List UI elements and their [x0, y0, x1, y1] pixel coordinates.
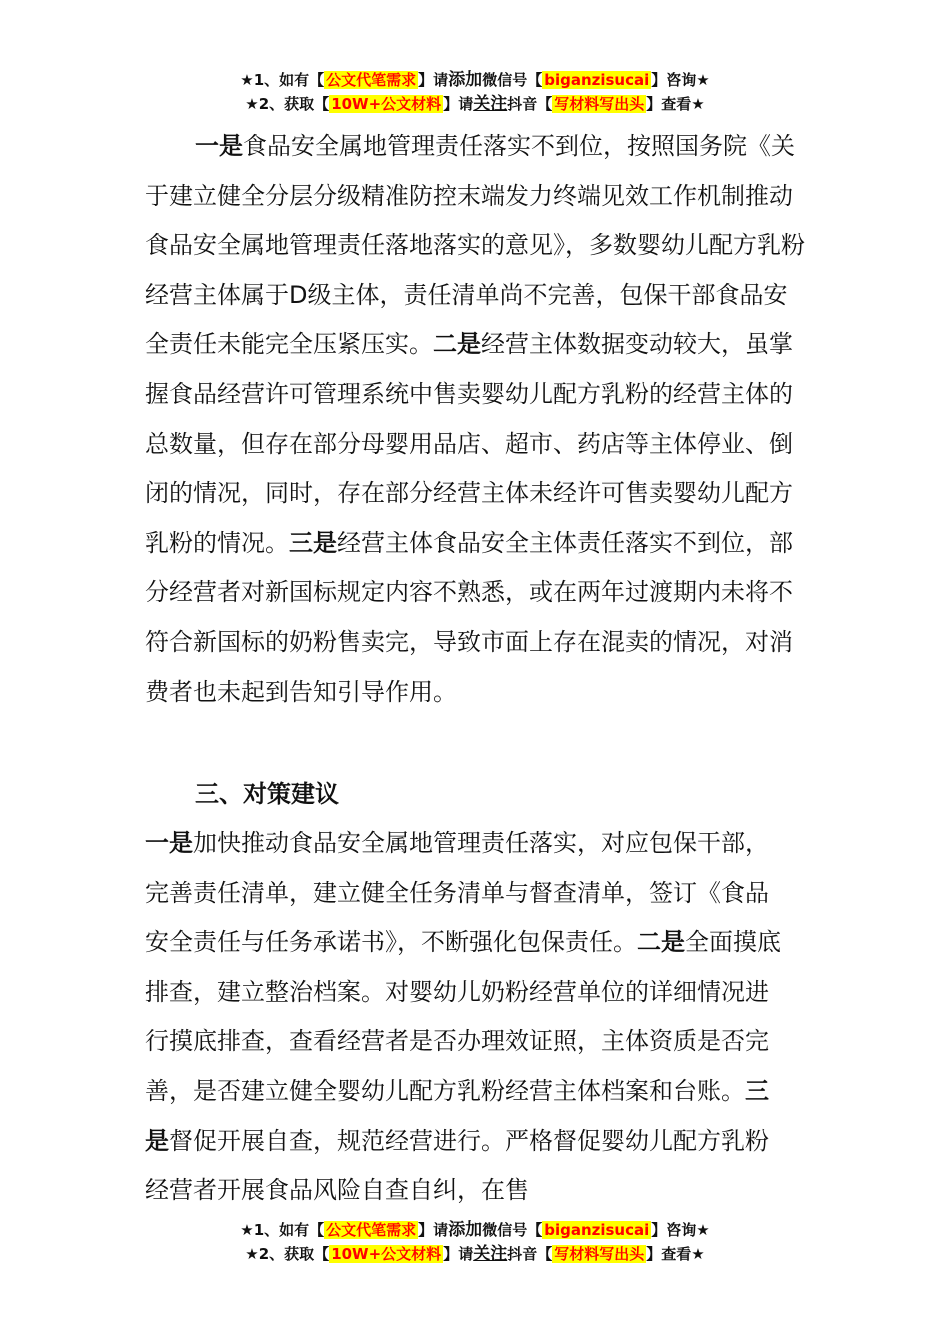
banner-text: 】查看★: [646, 1245, 705, 1263]
banner-text: 】咨询★: [651, 1221, 710, 1239]
banner-line-2: [0, 1242, 950, 1266]
highlight-text: 10W+公文材料: [331, 1245, 442, 1263]
emphasis-text: 添加: [448, 1220, 483, 1240]
paragraph-suggestions: [145, 819, 785, 1216]
highlight-text: 公文代笔需求: [326, 1221, 417, 1239]
lead-label: 一是: [145, 829, 193, 857]
lead-label: 三是: [145, 1076, 769, 1155]
banner-text: 】查看★: [646, 95, 705, 113]
banner-text: ★1、如有【: [240, 71, 325, 89]
banner-text: 】咨询★: [651, 71, 710, 89]
douyin-id: 写材料写出头: [554, 95, 645, 113]
wechat-id: biganzisucai: [544, 71, 650, 89]
section-heading: 三、对策建议: [195, 780, 339, 808]
paragraph-text: 全面摸底排查，建立整治档案。对婴幼儿奶粉经营单位的详细情况进行摸底排查，查看经营者是否办理效证照，主体资质是否完善，是否建立健全婴幼儿配方乳粉经营主体档案和台账。: [145, 928, 781, 1105]
banner-line-1: [0, 68, 950, 92]
banner-line-2: [0, 92, 950, 116]
banner-text: 抖音【: [507, 95, 553, 113]
header-banner: [0, 68, 950, 116]
banner-text: 抖音【: [507, 1245, 553, 1263]
paragraph-text: 食品安全属地管理责任落实不到位，按照国务院《关于建立健全分层分级精准防控末端发力终端见效工作机制推动食品安全属地管理责任落地落实的意见》，多数婴幼儿配方乳粉经营主体属于D级主体，责任清单尚不完善，包保干部食品安全责任未能完全压紧压实。: [145, 132, 805, 359]
wechat-id: biganzisucai: [544, 1221, 650, 1239]
banner-text: 】请: [418, 71, 449, 89]
banner-text: ★2、获取【: [245, 95, 330, 113]
paragraph-text: 督促开展自查，规范经营进行。严格督促婴幼儿配方乳粉经营者开展食品风险自查自纠，在售: [145, 1126, 769, 1205]
footer-banner: [0, 1218, 950, 1266]
banner-text: 微信号【: [482, 71, 543, 89]
banner-text: 】请: [443, 95, 474, 113]
emphasis-text: 关注: [473, 94, 508, 114]
paragraph-text: 加快推动食品安全属地管理责任落实，对应包保干部，完善责任清单，建立健全任务清单与督查清单，签订《食品安全责任与任务承诺书》，不断强化包保责任。: [145, 829, 769, 957]
lead-label: 三是: [289, 528, 337, 557]
paragraph-problems: [145, 122, 810, 717]
banner-text: 微信号【: [482, 1221, 543, 1239]
banner-text: 】请: [418, 1221, 449, 1239]
paragraph-text: 经营主体数据变动较大，虽掌握食品经营许可管理系统中售卖婴幼儿配方乳粉的经营主体的总数量，但存在部分母婴用品店、超市、药店等主体停业、倒闭的情况，同时，存在部分经营主体未经许可售卖婴幼儿配方乳粉的情况。: [145, 330, 793, 557]
emphasis-text: 关注: [473, 1244, 508, 1264]
banner-line-1: [0, 1218, 950, 1242]
emphasis-text: 添加: [448, 70, 483, 90]
lead-label: 二是: [637, 928, 685, 957]
banner-text: ★2、获取【: [245, 1245, 330, 1263]
highlight-text: 10W+公文材料: [331, 95, 442, 113]
banner-text: 】请: [443, 1245, 474, 1263]
banner-text: ★1、如有【: [240, 1221, 325, 1239]
lead-label: 二是: [433, 330, 481, 359]
lead-label: 一是: [195, 132, 243, 160]
douyin-id: 写材料写出头: [554, 1245, 645, 1263]
highlight-text: 公文代笔需求: [326, 71, 417, 89]
paragraph-text: 经营主体食品安全主体责任落实不到位，部分经营者对新国标规定内容不熟悉，或在两年过渡期内未将不符合新国标的奶粉售卖完，导致市面上存在混卖的情况，对消费者也未起到告知引导作用。: [145, 528, 793, 706]
